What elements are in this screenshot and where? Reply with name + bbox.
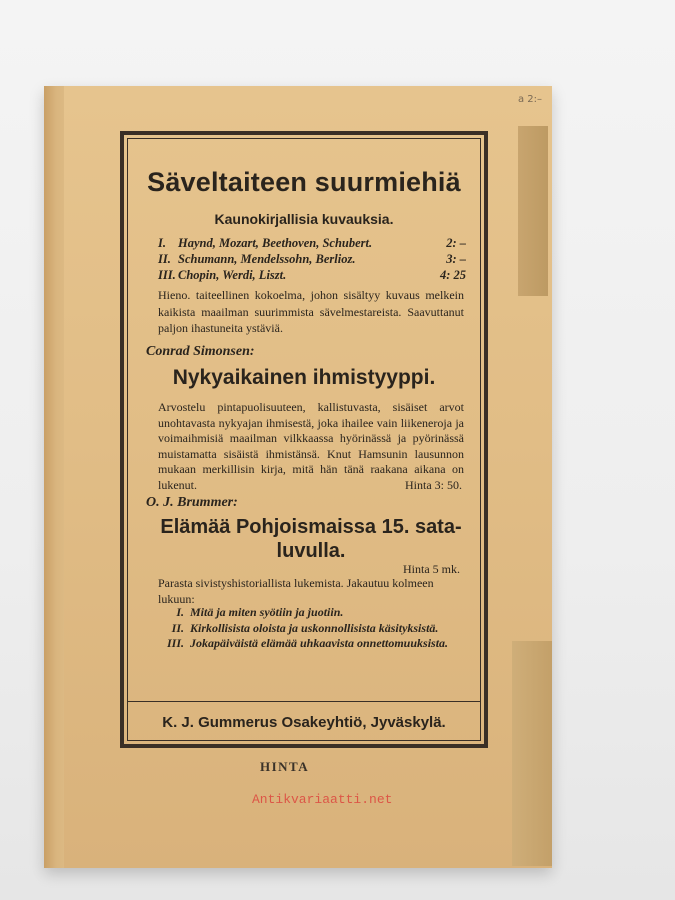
- pencil-note: a 2:–: [517, 94, 542, 105]
- volume-title: Haynd, Mozart, Beethoven, Schubert.: [178, 236, 373, 250]
- ad-description-2: Arvostelu pintapuolisuuteen, kallistuvasta, sisäiset arvot unohtavasta nykyajan ihmisestä, joka ihailee vain liikeneroja ja voimaihmisiä maailman vilkkaassa hyörinässä ja pyörinässä muistamatta sisäistä ihmistänsä. Knut Hamsunin lausunnon mukaan merkillisin kirja, mitä hän tänä raakana aikana on lukenut.: [158, 400, 464, 492]
- volume-price: 4: 25: [439, 268, 466, 282]
- volume-list: [158, 235, 466, 283]
- volume-price: 2: –: [446, 236, 466, 250]
- ad-title-elamaa: Elämää Pohjoismaissa 15. sata-luvulla.: [160, 516, 462, 562]
- chapter-item: [158, 636, 462, 652]
- chapter-number: III.: [166, 636, 184, 650]
- volume-number: II.: [158, 252, 171, 266]
- volume-price: 3: –: [446, 252, 466, 266]
- chapter-title: Kirkollisista oloista ja uskonnollisista käsityksistä.: [190, 620, 439, 635]
- chapter-item: [158, 605, 462, 621]
- volume-number: I.: [158, 236, 166, 250]
- volume-title: Schumann, Mendelssohn, Berlioz.: [178, 252, 356, 266]
- advertisement-frame: [120, 131, 488, 748]
- ad-description-3: Parasta sivistyshistoriallista lukemista. Jakautuu kolmeen lukuun:: [158, 576, 434, 606]
- ad-title-nykyaikainen: Nykyaikainen ihmistyyppi.: [172, 366, 436, 389]
- chapter-title: Jokapäiväistä elämää uhkaavista onnettomuuksista.: [190, 636, 449, 650]
- price-label: Hinta 3: 50.: [405, 478, 462, 492]
- price-label: Hinta 5 mk.: [403, 562, 460, 576]
- worn-edge-patch: [518, 126, 548, 296]
- chapter-list: [158, 605, 462, 652]
- chapter-number: II.: [171, 620, 184, 635]
- ad-description-1: Hieno. taiteellinen kokoelma, johon sisältyy kuvaus melkein kaikista maailman suurimmista sävelmestareista. Saavuttanut paljon ihastuneita ystäviä.: [158, 288, 464, 335]
- book-spine: [44, 86, 64, 868]
- author-simonsen: Conrad Simonsen:: [146, 344, 255, 359]
- author-brummer: O. J. Brummer:: [146, 495, 238, 510]
- ad-subtitle: Kaunokirjallisia kuvauksia.: [214, 211, 394, 227]
- worn-edge-patch: [512, 641, 552, 866]
- divider-line: [128, 701, 480, 702]
- book-back-cover: [44, 86, 552, 868]
- chapter-title: Mitä ja miten syötiin ja juotiin.: [190, 605, 344, 619]
- chapter-item: [158, 621, 462, 637]
- volume-row: [158, 251, 466, 267]
- volume-row: [158, 267, 466, 283]
- advertisement-panel: [127, 138, 481, 741]
- chapter-number: I.: [176, 605, 184, 619]
- volume-row: [158, 235, 466, 251]
- price-stamp: HINTA: [260, 759, 310, 774]
- ad-title-saveltaiteen: Säveltaiteen suurmiehiä: [147, 167, 461, 197]
- watermark-text: Antikvariaatti.net: [252, 792, 393, 807]
- volume-number: III.: [158, 268, 176, 282]
- volume-title: Chopin, Werdi, Liszt.: [178, 268, 287, 282]
- publisher-imprint: K. J. Gummerus Osakeyhtiö, Jyväskylä.: [162, 714, 446, 731]
